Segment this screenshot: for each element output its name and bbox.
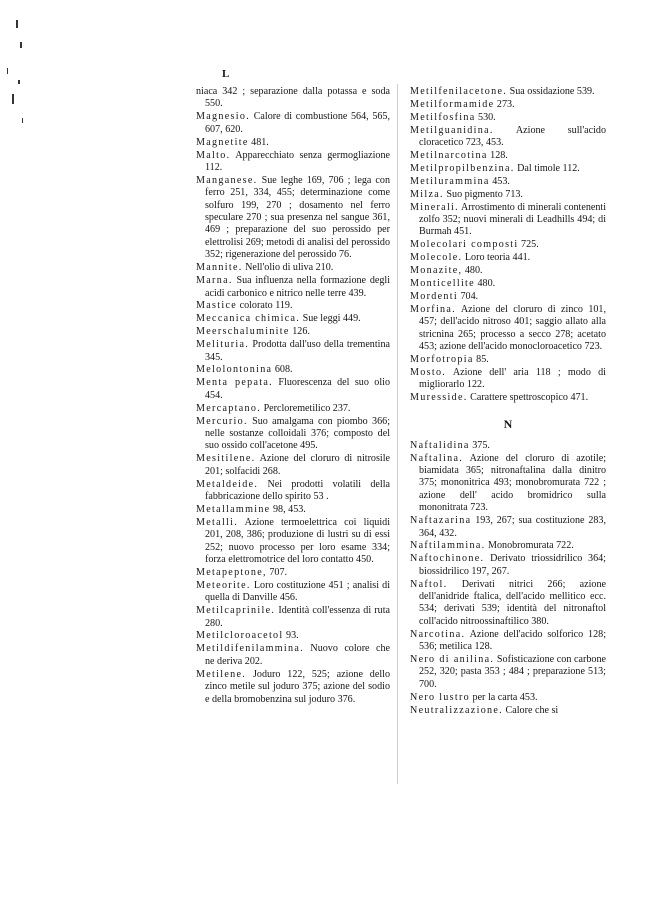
index-entry: [410, 629, 606, 654]
entry-text: Calore che si: [505, 704, 559, 716]
entry-headword: Metilcaprinile.: [196, 605, 276, 617]
entry-text: 608.: [274, 364, 293, 376]
entry-headword: Monazite,: [410, 265, 463, 277]
entry-headword: Morfotropia: [410, 354, 474, 366]
entry-text: Azione del cloruro di azotile; biamidata 365; nitronaftalina dalla dinitro 375; mononitrica 493; monobromurata 722 ; azione dell' acido bromidrico sulla mononitrata 723.: [419, 452, 607, 514]
entry-text: 93.: [286, 630, 299, 642]
entry-text: Identità coll'essenza di ruta 280.: [205, 605, 390, 629]
index-entry: [410, 354, 606, 366]
entry-text: Dal timole 112.: [517, 162, 580, 174]
entry-text: Joduro 122, 525; azione dello zinco metile sul joduro 375; azione del sodio e della bromobenzina sul joduro 376.: [205, 668, 390, 705]
entry-headword: Metilguanidina.: [410, 124, 494, 136]
index-entry: [410, 163, 606, 175]
entry-headword: Monticellite: [410, 278, 475, 290]
index-entry: [196, 364, 390, 376]
index-entry: [196, 567, 390, 579]
index-entry: [410, 125, 606, 150]
entry-text: Nuovo colore che ne deriva 202.: [205, 643, 390, 667]
index-entry: [196, 377, 390, 402]
entry-text: Azione dell' aria 118 ; modo di migliorarlo 122.: [419, 366, 606, 391]
entry-text: 98, 453.: [273, 503, 306, 515]
entry-headword: Metilurammina: [410, 175, 490, 187]
entry-headword: Naftochinone.: [410, 553, 485, 565]
index-entry: [410, 654, 606, 691]
entry-text: 725.: [521, 239, 539, 251]
entry-headword: Narcotina.: [410, 628, 466, 640]
index-entry: [196, 275, 390, 300]
entry-headword: Manganese.: [196, 174, 258, 186]
entry-headword: Magnesio.: [196, 111, 251, 123]
entries-letter-n: [410, 440, 606, 717]
entry-text: Calore di combustione 564, 565, 607, 620.: [205, 111, 390, 135]
entry-text: Fluorescenza del suo olio 454.: [205, 377, 391, 401]
index-entry: [196, 111, 390, 136]
index-entry: [196, 605, 390, 630]
index-entry: [196, 175, 390, 262]
entry-text: Nei prodotti volatili della fabbricazione dello spirito 53 .: [205, 478, 390, 502]
entry-headword: Nero di anilina.: [410, 654, 495, 666]
entry-text: 453.: [492, 175, 510, 187]
index-entry: [410, 265, 606, 277]
entry-headword: Metalli.: [196, 516, 239, 528]
entry-headword: Metilfosfina: [410, 111, 476, 123]
entry-text: Apparecchiato senza germogliazione 112.: [205, 149, 391, 173]
entry-headword: Metildifenilammina.: [196, 643, 304, 655]
index-entry: [410, 692, 606, 704]
entry-text: 273.: [496, 98, 515, 110]
index-entry: [196, 504, 390, 516]
index-entry: [410, 112, 606, 124]
entry-headword: Marna.: [196, 275, 233, 287]
entry-headword: Mercurio.: [196, 415, 248, 427]
entry-text: 128.: [490, 150, 508, 162]
entry-headword: Metilnarcotina: [410, 150, 488, 162]
entry-text: Suo pigmento 713.: [446, 188, 523, 200]
index-entry: [196, 403, 390, 415]
entry-text: Azione termoelettrica coi liquidi 201, 208, 386; produzione di lustri su di essi 252; nuovo processo per loro esame 334; forza elettromotrice del loro contatto 450.: [205, 516, 390, 566]
entry-headword: Muresside.: [410, 392, 468, 404]
entry-text: Sua ossidazione 539.: [509, 86, 595, 97]
entry-headword: Morfina.: [410, 303, 456, 315]
index-entry: [410, 453, 606, 515]
entry-headword: Magnetite: [196, 136, 249, 148]
index-entry: [196, 339, 390, 364]
entry-text: Sue leghe 169, 706 ; lega con ferro 251, 334, 455; determinazione come solfuro 199, 270 ; dosamento nel ferro speculare 270 ; sua presenza nel sangue 361, 469 ; preparazione del suo perossido per elettrolisi 269; metodi di analisi del perossido 352; rigenerazione del perossido 76.: [205, 174, 390, 261]
entry-headword: Malto.: [196, 149, 231, 161]
index-entry: [196, 150, 390, 175]
index-entry: [410, 553, 606, 578]
entry-headword: Neutralizzazione.: [410, 704, 503, 716]
entry-headword: Metilene.: [196, 668, 247, 680]
index-entry: [410, 705, 606, 717]
section-letter-l: L: [222, 68, 231, 80]
entry-text: Prodotta dall'uso della trementina 345.: [205, 339, 390, 363]
index-entry: [196, 300, 390, 312]
entry-headword: Mordenti: [410, 291, 458, 302]
index-entry: [410, 278, 606, 290]
entry-text: Sofisticazione con carbone 252, 320; pasta 353 ; 484 ; preparazione 513; 700.: [419, 654, 607, 690]
entries-letter-m: [410, 86, 606, 405]
entry-headword: Melituria.: [196, 339, 250, 351]
index-entry: [196, 517, 390, 567]
section-letter-n: N: [503, 416, 513, 431]
index-entry: [196, 669, 390, 706]
entry-text: colorato 119.: [239, 300, 293, 312]
index-entry: [410, 367, 606, 392]
entry-text: 707.: [269, 566, 288, 578]
entry-headword: Naftilammina.: [410, 540, 486, 552]
index-entry: [196, 479, 390, 504]
entry-headword: Mannite.: [196, 262, 243, 274]
entry-headword: Metilformamide: [410, 98, 495, 110]
index-entry: [410, 579, 606, 629]
entry-headword: Metilpropilbenzina.: [410, 162, 515, 174]
entry-text: 480.: [464, 265, 483, 277]
entry-text: Azione del cloruro di nitrosile 201; solfacidi 268.: [205, 453, 390, 477]
entry-headword: Mosto.: [410, 366, 447, 378]
entry-headword: Naftalina.: [410, 452, 464, 464]
entry-text: Loro teoria 441.: [464, 252, 531, 264]
entry-text: Monobromurata 722.: [488, 540, 574, 552]
index-entry: [410, 515, 606, 540]
index-entry: [410, 440, 606, 452]
index-entry: [410, 239, 606, 251]
entry-headword: Metilfenilacetone.: [410, 86, 508, 97]
entry-text: Azione del cloruro di zinco 101, 457; dell'acido nitroso 401; saggio allato alla stricnina 265; processo a secco 278; acetato 453; azione dell'acido monocloroacetico 723.: [419, 303, 606, 353]
entry-text: Suo amalgama con piombo 366; nelle sostanze colloidali 376; composto del suo ossido coll'acetone 495.: [205, 415, 390, 452]
entry-text: 481.: [251, 136, 269, 148]
index-entry: [410, 150, 606, 162]
entry-text: Azione dell'acido solforico 128; 536; metilica 128.: [419, 628, 607, 653]
index-entry: [410, 540, 606, 552]
index-entry: [410, 86, 606, 98]
entry-headword: Milza.: [410, 188, 444, 200]
entry-headword: Naftalidina: [410, 439, 470, 451]
entry-text: 375.: [472, 439, 490, 451]
entry-text: Sue leggi 449.: [302, 313, 361, 325]
index-entry: [410, 99, 606, 111]
entry-text: Carattere spettroscopico 471.: [470, 392, 589, 404]
entry-text: Loro costituzione 451 ; analisi di quella di Danville 456.: [205, 579, 391, 604]
entry-text: Derivato triossidrilico 364; biossidrilico 197, 267.: [419, 553, 606, 577]
index-entry: [410, 189, 606, 201]
index-entry: [196, 326, 390, 338]
index-entry: [196, 630, 390, 642]
entry-text: 193, 267; sua costituzione 283, 364, 432.: [419, 515, 606, 539]
entry-headword: Minerali.: [410, 201, 459, 213]
entry-headword: Metallammine: [196, 503, 271, 515]
entry-headword: Metapeptone,: [196, 566, 267, 578]
entry-text: Derivati nitrici 266; azione dell'anidride ftalica, dell'acido mellitico ecc. 534; derivati 539; identità del nitronaftol coll'acido nitroossinaftilico 380.: [419, 578, 606, 627]
entry-text: Arrostimento di minerali contenenti zolfo 352; nuovi minerali di Leadhills 494; di Burmah 451.: [419, 201, 606, 238]
index-entry: [196, 137, 390, 149]
entry-headword: Mercaptano.: [196, 402, 262, 414]
index-entry: [410, 291, 606, 303]
index-entry: [196, 453, 390, 478]
entry-headword: Metilcloroacetol: [196, 630, 284, 642]
entry-headword: Metaldeide.: [196, 478, 259, 490]
index-entry: [410, 304, 606, 354]
entry-headword: Molecole.: [410, 252, 463, 264]
entry-headword: Naftol.: [410, 578, 448, 590]
entry-text: Azione sull'acido cloracetico 723, 453.: [419, 124, 607, 149]
entry-headword: Naftazarina: [410, 515, 472, 527]
index-entry: [196, 313, 390, 325]
entry-text: 85.: [476, 354, 489, 366]
index-entry: [196, 580, 390, 605]
index-entry: [410, 202, 606, 239]
index-entry: [410, 392, 606, 404]
entry-headword: Molecolari composti: [410, 239, 519, 251]
index-column-right: [410, 86, 606, 718]
entry-text: Percloremetilico 237.: [263, 402, 351, 414]
entry-text: Sua influenza nella formazione degli acidi carbonico e nitrico nelle terre 439.: [205, 275, 390, 299]
index-entry: [410, 176, 606, 188]
index-entry: [410, 252, 606, 264]
entry-text: 480.: [477, 278, 496, 290]
entry-text: Nell'olio di uliva 210.: [245, 262, 334, 274]
binding-edge-marks: [4, 20, 26, 140]
entry-headword: Melolontonina: [196, 364, 273, 376]
entry-headword: Mastice: [196, 300, 238, 312]
entry-text: 126.: [292, 326, 310, 338]
entry-text: 530.: [478, 111, 496, 123]
column-divider: [397, 84, 398, 784]
index-entry: [196, 86, 390, 111]
entry-text: niaca 342 ; separazione dalla potassa e soda 550.: [196, 86, 390, 110]
entry-headword: Menta pepata.: [196, 377, 273, 389]
entry-headword: Meccanica chimica.: [196, 313, 301, 325]
entry-headword: Mesitilene.: [196, 453, 256, 465]
entry-headword: Nero lustro: [410, 691, 470, 703]
entry-headword: Meerschaluminite: [196, 326, 290, 338]
index-entry: [196, 262, 390, 274]
entry-headword: Meteorite.: [196, 579, 251, 591]
entry-text: per la carta 453.: [472, 691, 538, 703]
index-entry: [196, 416, 390, 453]
entry-text: 704.: [460, 291, 479, 302]
index-entry: [196, 643, 390, 668]
index-column-left: [196, 86, 390, 706]
